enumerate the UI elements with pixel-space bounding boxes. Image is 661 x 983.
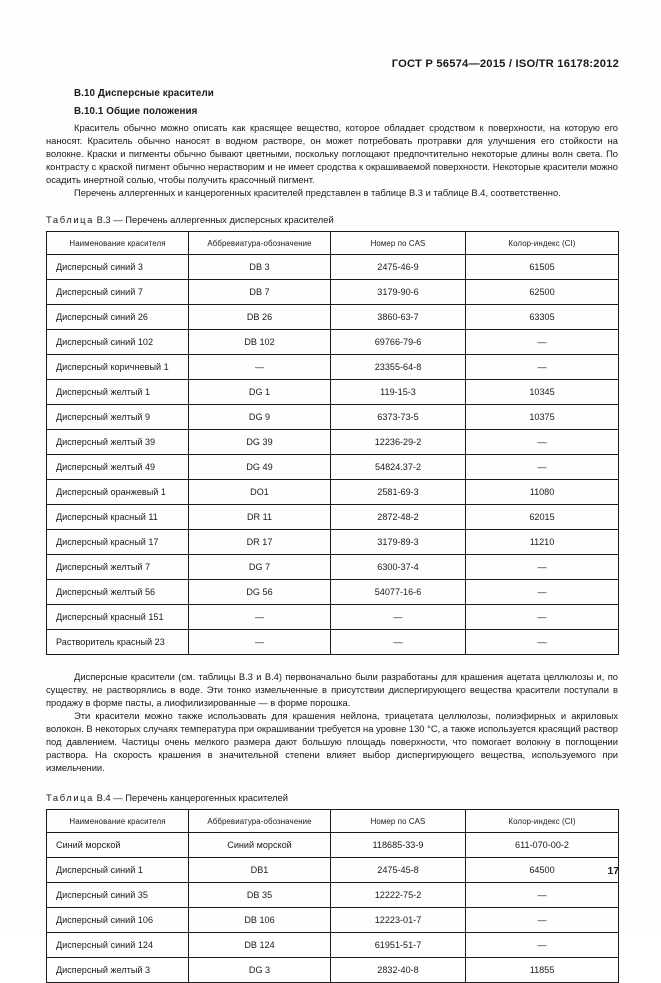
table-row [47,554,619,579]
cell-name: Дисперсный красный 11 [47,504,189,529]
table-b3-caption-text: — Перечень аллергенных дисперсных красителей [113,213,334,225]
cell-abbr: DG 56 [189,579,331,604]
table-row [47,254,619,279]
table-b4-body [47,833,619,983]
spacer [46,655,618,670]
intro-paragraphs [46,121,618,200]
cell-abbr: DB 3 [189,254,331,279]
cell-cas: 54077-16-6 [331,579,466,604]
table-row [47,579,619,604]
cell-name: Дисперсный синий 102 [47,329,189,354]
table-b4-caption-number: B.4 [96,792,111,804]
cell-name: Дисперсный красный 151 [47,604,189,629]
table-row [47,933,619,958]
table-b4-header-row [47,810,619,833]
cell-cas: 118685-33-9 [331,833,466,858]
cell-abbr: DG 9 [189,404,331,429]
cell-cas: — [331,629,466,654]
cell-ci: — [466,329,619,354]
table-row [47,504,619,529]
cell-abbr: DR 17 [189,529,331,554]
cell-ci: — [466,604,619,629]
cell-name: Дисперсный коричневый 1 [47,354,189,379]
cell-ci: — [466,554,619,579]
cell-cas: 6373-73-5 [331,404,466,429]
cell-cas: 3860-63-7 [331,304,466,329]
page-content [46,88,618,983]
cell-ci: 61505 [529,261,555,272]
cell-cas: 2475-45-8 [331,858,466,883]
table-b4-caption-text: — Перечень канцерогенных красителей [113,792,288,804]
table-row [47,604,619,629]
cell-cas: 2832-40-8 [331,958,466,983]
cell-abbr: DB1 [189,858,331,883]
cell-ci: 63305 [466,304,619,329]
cell-name: Дисперсный желтый 56 [47,579,189,604]
cell-name: Дисперсный синий 3 [47,254,189,279]
table-row [47,529,619,554]
cell-cas: 3179-89-3 [331,529,466,554]
cell-name: Дисперсный синий 124 [47,933,189,958]
table-row [47,404,619,429]
cell-ci: 64500 [466,858,619,883]
table-b3-body [47,254,619,654]
table-row [47,883,619,908]
cell-name: Дисперсный оранжевый 1 [47,479,189,504]
table-b4 [46,809,619,983]
table-b4-caption-label: Таблица [46,792,94,804]
cell-abbr: — [189,604,331,629]
cell-cas: 2872-48-2 [331,504,466,529]
cell-ci: 11080 [466,479,619,504]
middle-paragraphs [46,670,618,775]
subclause-heading-b10-1: B.10.1 Общие положения [74,106,198,117]
cell-abbr: DB 102 [189,329,331,354]
cell-cas: 23355-64-8 [331,354,466,379]
cell-name: Дисперсный синий 26 [47,304,189,329]
cell-abbr: DR 11 [189,504,331,529]
cell-abbr: DB 26 [189,304,331,329]
table-row [47,833,619,858]
cell-name: Дисперсный красный 17 [47,529,189,554]
cell-cas: 12236-29-2 [331,429,466,454]
table-row [47,379,619,404]
spacer [46,200,618,214]
cell-cas: 69766-79-6 [331,329,466,354]
cell-ci: — [466,908,619,933]
cell-cas: 2475-46-9 [331,254,466,279]
cell-ci: — [466,883,619,908]
cell-ci: 11210 [466,529,619,554]
cell-cas: — [331,604,466,629]
cell-abbr: DB 124 [189,933,331,958]
cell-cas: 12222-75-2 [331,883,466,908]
cell-ci: — [466,354,619,379]
table-b3-caption-label: Таблица [46,213,94,225]
table-row [47,454,619,479]
table-row [47,329,619,354]
table-b3-header-row [47,231,619,254]
cell-ci: 10375 [466,404,619,429]
cell-name: Дисперсный желтый 49 [47,454,189,479]
cell-ci: — [466,629,619,654]
paragraph-intro-1: Краситель обычно можно описать как красящее вещество, которое обладает сродством к поверхности, на которую его наносят. Краситель обычно наносят в водном растворе, он может потребовать протравки для улучшения его стойкости на волокне. Краски и пигменты обычно бывают цветными, поскольку поглощают предпочтительно некоторые длины волн света. По контрасту с краской пигмент обычно нерастворим и не имеет сродства к окрашиваемой поверхности. Некоторые красители можно осадить инертной солью, чтобы получить красочный пигмент. [46,122,618,186]
clause-heading-b10: B.10 Дисперсные красители [74,88,214,99]
cell-abbr: DB 7 [189,279,331,304]
table-row [47,354,619,379]
cell-cas: 3179-90-6 [331,279,466,304]
cell-name: Дисперсный синий 106 [47,908,189,933]
cell-abbr: DG 39 [189,429,331,454]
cell-cas: 12223-01-7 [331,908,466,933]
cell-name: Дисперсный желтый 39 [47,429,189,454]
cell-ci: 611-070-00-2 [515,840,569,851]
cell-name: Дисперсный желтый 7 [47,554,189,579]
cell-abbr: DB 106 [189,908,331,933]
cell-ci: 11855 [466,958,619,983]
cell-abbr: DG 1 [189,379,331,404]
cell-cas: 61951-51-7 [331,933,466,958]
table-b4-col-cas: Номер по CAS [331,810,466,833]
cell-name: Дисперсный желтый 1 [47,379,189,404]
running-header: ГОСТ Р 56574—2015 / ISO/TR 16178:2012 [391,58,619,70]
cell-ci: 62500 [466,279,619,304]
cell-ci: — [466,933,619,958]
cell-cas: 119-15-3 [331,379,466,404]
table-b3-col-name: Наименование красителя [47,231,189,254]
cell-ci: 10345 [466,379,619,404]
cell-name: Дисперсный желтый 9 [47,404,189,429]
cell-ci: — [466,454,619,479]
paragraph-mid-1: Дисперсные красители (см. таблицы B.3 и B.4) первоначально были разработаны для крашения ацетата целлюлозы и, по существу, не растворялись в воде. Эти тонко измельченные в присутствии диспергирующего вещества красители поступали в продажу в форме пасты, а лиофилизированные — в форме порошка. [46,670,618,708]
cell-ci: — [466,429,619,454]
cell-abbr: — [189,354,331,379]
table-b4-col-abbr: Аббревиатура-обозначение [189,810,331,833]
table-b3 [46,231,619,655]
table-b4-col-ci: Колор-индекс (CI) [466,810,619,833]
table-row [47,479,619,504]
table-b4-caption [46,792,618,803]
cell-abbr: DB 35 [189,883,331,908]
table-row [47,858,619,883]
cell-cas: 54824.37-2 [331,454,466,479]
cell-cas: 6300-37-4 [331,554,466,579]
table-b3-col-cas: Номер по CAS [331,231,466,254]
cell-name: Растворитель красный 23 [47,629,189,654]
table-row [47,958,619,983]
cell-abbr: DG 49 [189,454,331,479]
cell-ci: — [466,579,619,604]
cell-abbr: — [189,629,331,654]
cell-name: Дисперсный синий 35 [47,883,189,908]
table-b3-caption-number: B.3 [96,213,111,225]
cell-cas: 2581-69-3 [331,479,466,504]
cell-abbr: DG 3 [189,958,331,983]
cell-ci: 62015 [466,504,619,529]
cell-name: Дисперсный синий 7 [47,279,189,304]
cell-name: Дисперсный синий 1 [47,858,189,883]
table-row [47,279,619,304]
paragraph-mid-2: Эти красители можно также использовать для крашения нейлона, триацетата целлюлозы, полиэфирных и акриловых волокон. В некоторых случаях температура при окрашивании требуется на уровне 130 °С, а также используется красящий раствор под давлением. Частицы очень мелкого размера дают большую площадь поверхности, что помогает волокну в поглощении раствора. На скорость крашения в значительной степени влияет выбор диспергирующего вещества, используемого при измельчении. [46,709,618,774]
table-b3-col-abbr: Аббревиатура-обозначение [189,231,331,254]
table-row [47,304,619,329]
cell-abbr: DO1 [189,479,331,504]
table-b4-col-name: Наименование красителя [47,810,189,833]
page-number: 17 [607,866,619,877]
cell-name: Синий морской [47,833,189,858]
cell-name: Дисперсный желтый 3 [47,958,189,983]
paragraph-intro-2: Перечень аллергенных и канцерогенных красителей представлен в таблице B.3 и таблице B.4, соответственно. [74,187,561,199]
table-row [47,429,619,454]
table-b3-caption [46,214,618,225]
table-b3-col-ci: Колор-индекс (CI) [466,231,619,254]
cell-abbr: DG 7 [189,554,331,579]
cell-abbr: Синий морской [189,833,331,858]
spacer [46,774,618,792]
table-row [47,629,619,654]
table-row [47,908,619,933]
